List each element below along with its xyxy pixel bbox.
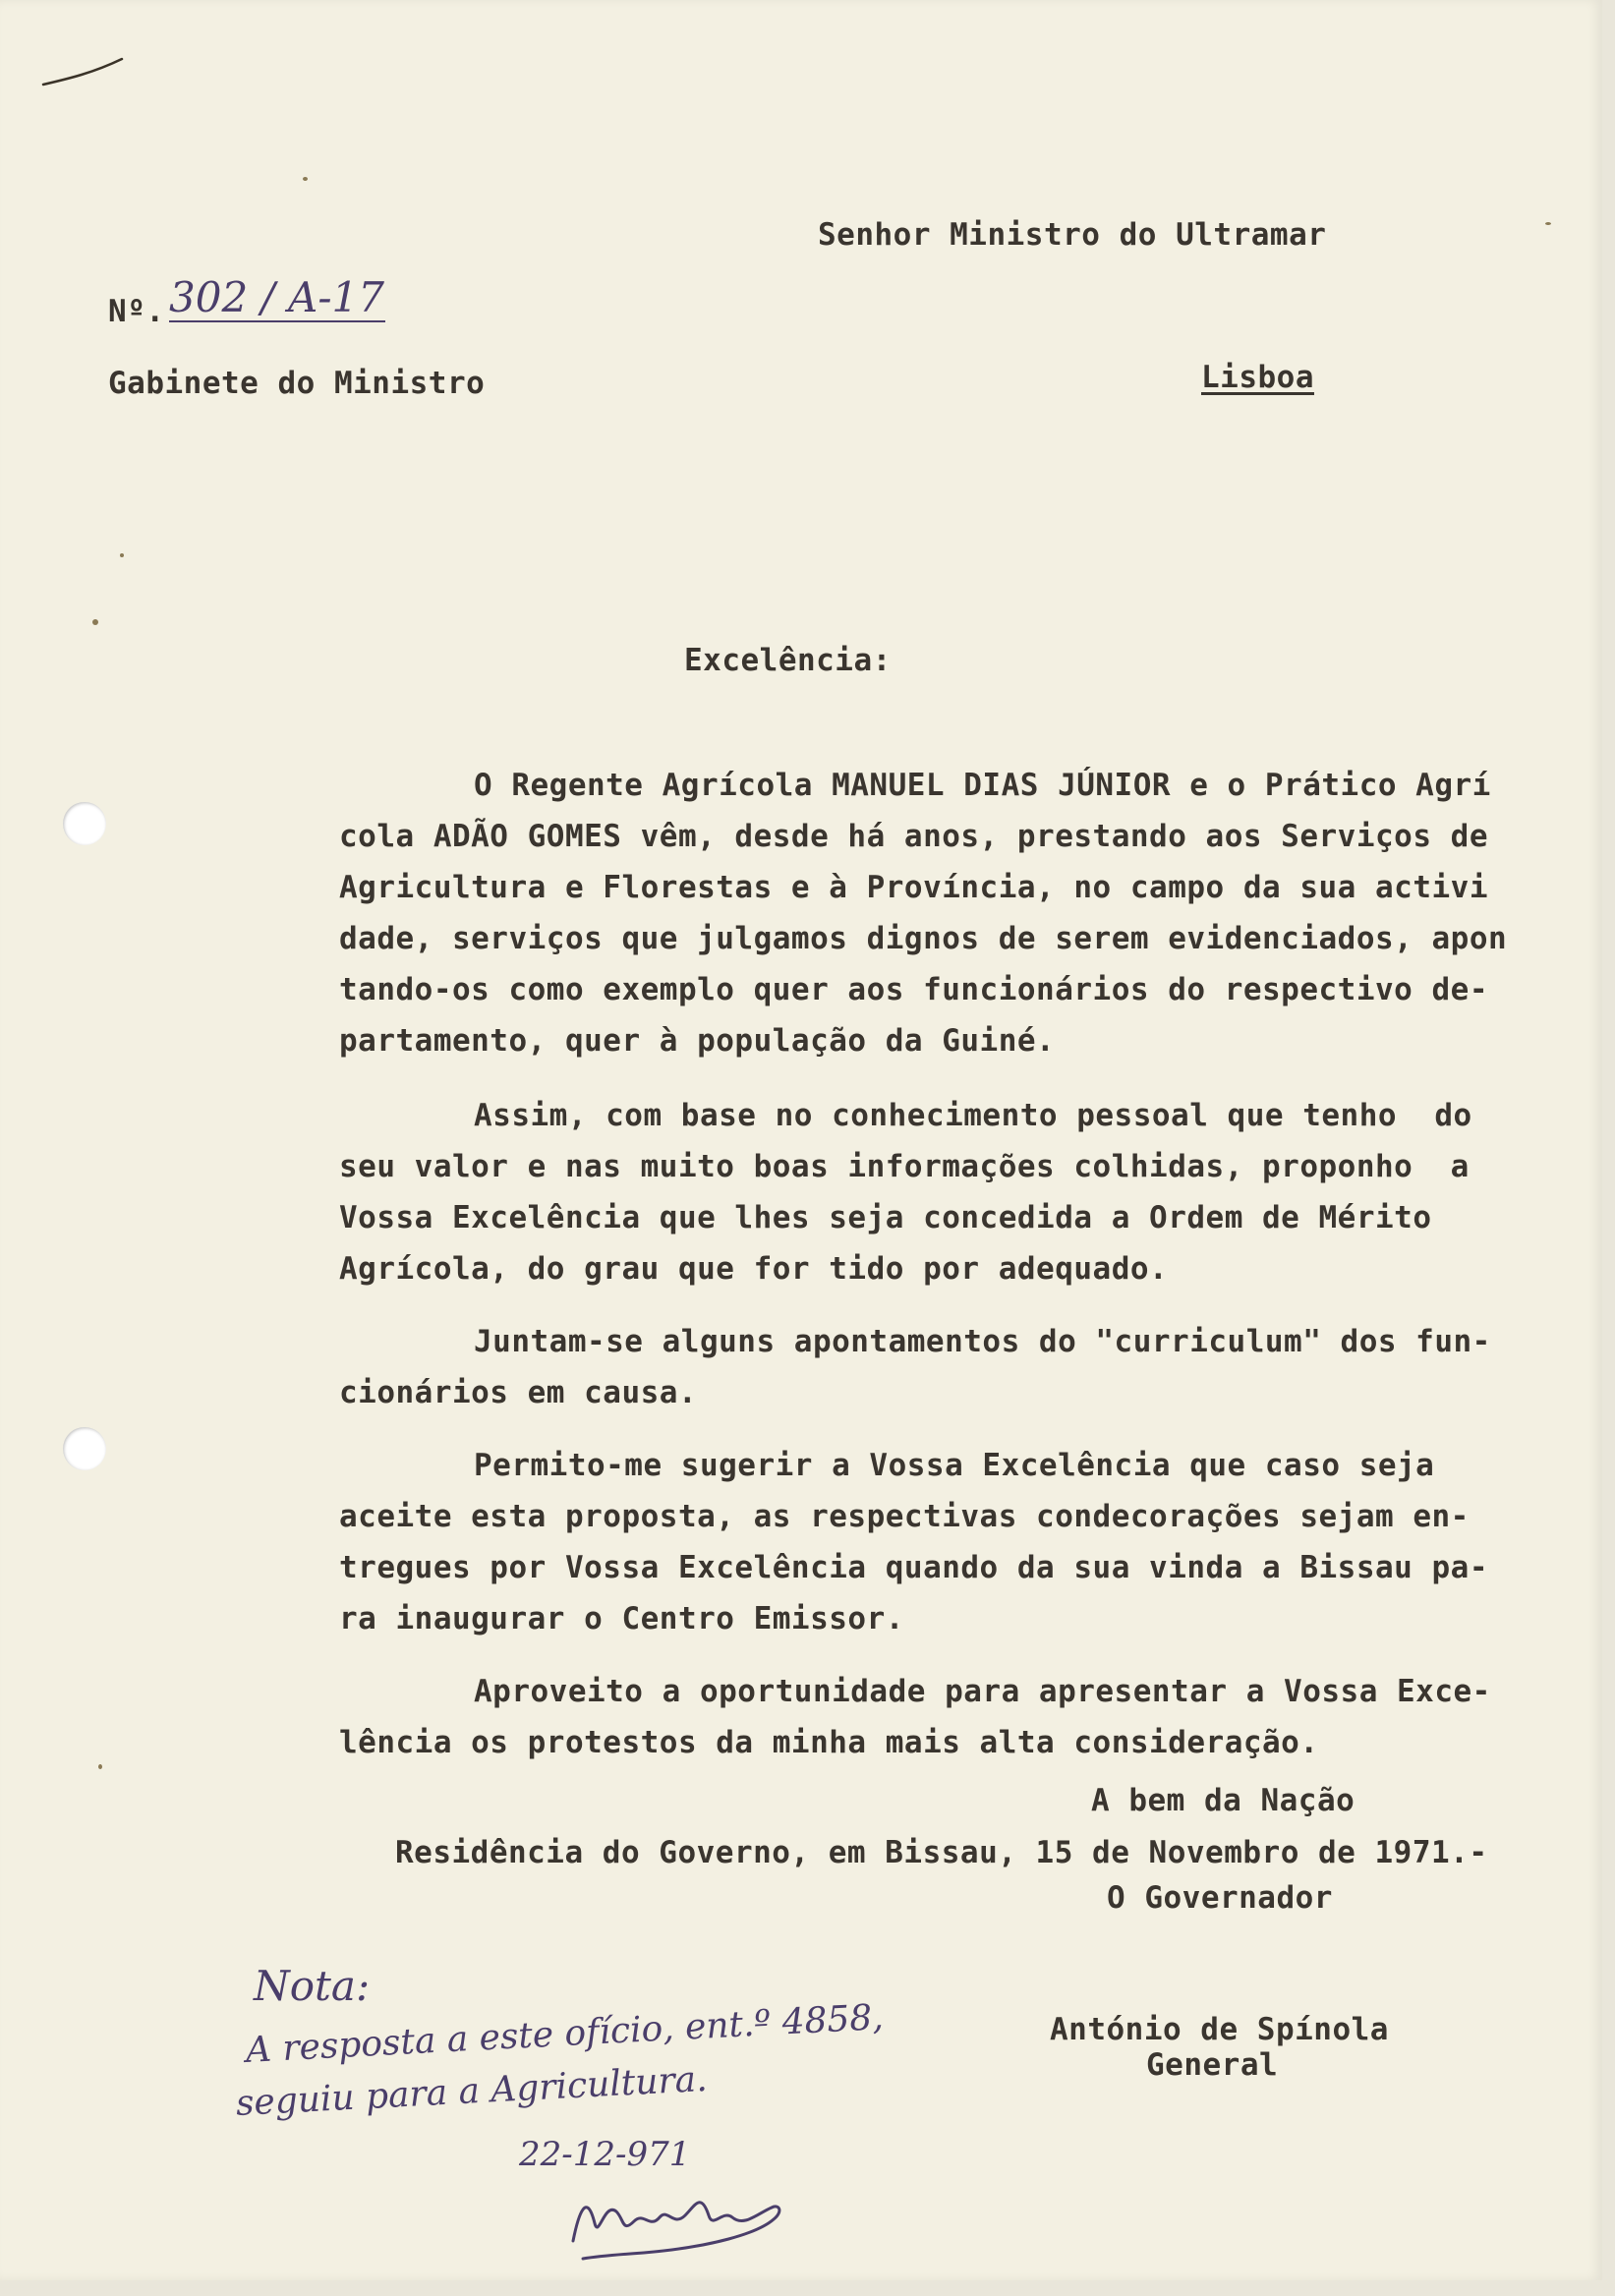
paper-speck	[1545, 222, 1551, 225]
body-line: seu valor e nas muito boas informações colhidas, proponho a	[339, 1149, 1470, 1184]
body-line: Permito-me sugerir a Vossa Excelência que caso seja	[474, 1448, 1435, 1483]
body-line: Juntam-se alguns apontamentos do "curriculum" dos fun-	[474, 1324, 1491, 1359]
note-title: Nota:	[254, 1962, 371, 2010]
punch-hole-top	[63, 802, 106, 845]
note-line: seguiu para a Agricultura.	[234, 2058, 709, 2124]
signer-role: O Governador	[1107, 1880, 1333, 1916]
pen-mark	[39, 51, 128, 90]
body-line: ra inaugurar o Centro Emissor.	[339, 1601, 904, 1636]
body-line: O Regente Agrícola MANUEL DIAS JÚNIOR e o Prático Agrí	[474, 768, 1491, 803]
number-handwritten: 302 / A-17	[169, 273, 384, 321]
punch-hole-bottom	[63, 1427, 106, 1470]
note-line: A resposta a este ofício, ent.º 4858,	[244, 1997, 885, 2071]
body-line: Vossa Excelência que lhes seja concedida a Ordem de Mérito	[339, 1200, 1432, 1235]
paper-speck	[98, 1764, 102, 1769]
body-line: Agricultura e Florestas e à Província, no campo da sua activi	[339, 870, 1488, 905]
paper-speck	[303, 177, 308, 181]
number-prefix: Nº.	[108, 294, 165, 329]
note-date: 22-12-971	[519, 2135, 691, 2174]
office-name: Gabinete do Ministro	[108, 366, 486, 401]
paper-speck	[92, 619, 98, 625]
handwritten-initials	[565, 2172, 791, 2261]
body-line: Assim, com base no conhecimento pessoal que tenho do	[474, 1098, 1472, 1133]
body-line: lência os protestos da minha mais alta consideração.	[339, 1725, 1319, 1760]
body-line: Agrícola, do grau que for tido por adequado.	[339, 1251, 1169, 1287]
city-name: Lisboa	[1201, 360, 1314, 395]
body-line: dade, serviços que julgamos dignos de serem evidenciados, apon	[339, 921, 1508, 956]
signer-name: António de Spínola	[1050, 2012, 1389, 2047]
addressee: Senhor Ministro do Ultramar	[818, 217, 1327, 253]
body-line: cionários em causa.	[339, 1375, 698, 1410]
body-line: tando-os como exemplo quer aos funcionários do respectivo de-	[339, 972, 1488, 1007]
body-line: cola ADÃO GOMES vêm, desde há anos, prestando aos Serviços de	[339, 819, 1488, 854]
place-and-date: Residência do Governo, em Bissau, 15 de Novembro de 1971.-	[395, 1835, 1488, 1870]
body-line: Aproveito a oportunidade para apresentar a Vossa Exce-	[474, 1674, 1491, 1709]
paper-speck	[120, 553, 124, 557]
signer-rank: General	[1146, 2047, 1279, 2083]
body-line: partamento, quer à população da Guiné.	[339, 1023, 1056, 1059]
body-line: tregues por Vossa Excelência quando da sua vinda a Bissau pa-	[339, 1550, 1488, 1585]
salutation: Excelência:	[684, 643, 892, 678]
body-line: aceite esta proposta, as respectivas condecorações sejam en-	[339, 1499, 1470, 1534]
closing-motto: A bem da Nação	[1091, 1783, 1355, 1818]
